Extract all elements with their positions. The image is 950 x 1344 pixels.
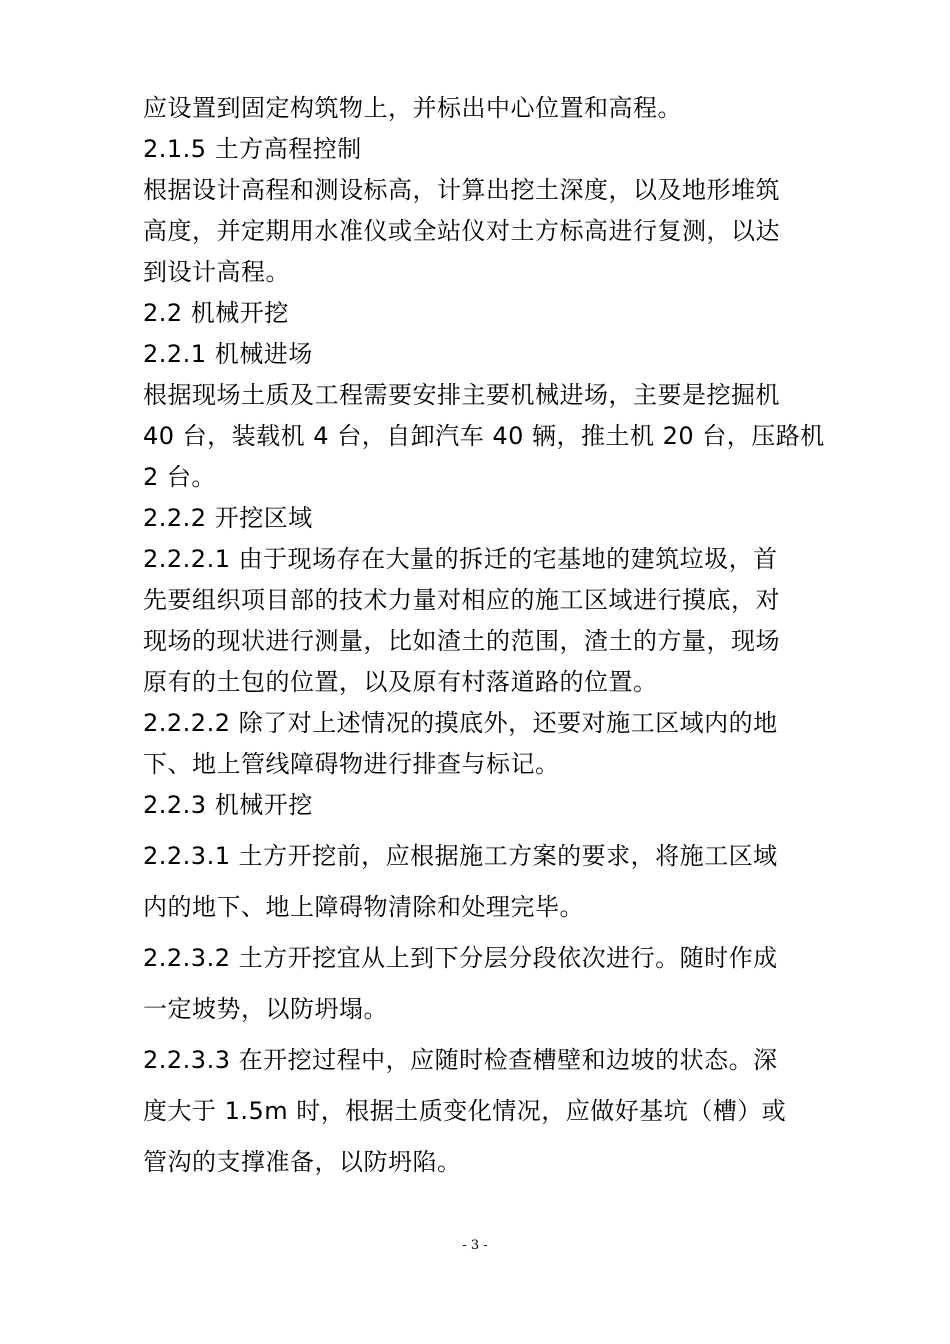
section-heading: 2.1.5 土方高程控制 <box>143 135 362 163</box>
text-line: 一定坡势，以防坍塌。 <box>143 995 388 1023</box>
page-number: - 3 - <box>462 1238 488 1253</box>
text-line: 先要组织项目部的技术力量对相应的施工区域进行摸底，对 <box>143 586 780 614</box>
text-line: 40 台，装载机 4 台，自卸汽车 40 辆，推土机 20 台，压路机 <box>143 422 825 450</box>
text-line: 到设计高程。 <box>143 258 290 286</box>
text-line: 下、地上管线障碍物进行排查与标记。 <box>143 750 560 778</box>
text-line: 2.2.3.2 土方开挖宜从上到下分层分段依次进行。随时作成 <box>143 944 778 972</box>
text-line: 现场的现状进行测量，比如渣土的范围，渣土的方量，现场 <box>143 627 780 655</box>
text-line: 管沟的支撑准备，以防坍陷。 <box>143 1148 462 1176</box>
section-heading: 2.2.1 机械进场 <box>143 340 313 368</box>
document-body <box>143 88 825 1183</box>
section-heading: 2.2.3 机械开挖 <box>143 791 313 819</box>
text-line: 2.2.2.1 由于现场存在大量的拆迁的宅基地的建筑垃圾，首 <box>143 545 778 573</box>
text-line: 2.2.2.2 除了对上述情况的摸底外，还要对施工区域内的地 <box>143 709 778 737</box>
text-line: 2 台。 <box>143 463 216 491</box>
text-line: 2.2.3.1 土方开挖前，应根据施工方案的要求，将施工区域 <box>143 842 778 870</box>
text-line: 应设置到固定构筑物上，并标出中心位置和高程。 <box>143 94 682 122</box>
text-line: 度大于 1.5m 时，根据土质变化情况，应做好基坑（槽）或 <box>143 1097 787 1125</box>
text-line: 原有的土包的位置，以及原有村落道路的位置。 <box>143 668 658 696</box>
text-line: 根据现场土质及工程需要安排主要机械进场，主要是挖掘机 <box>143 381 780 409</box>
section-heading: 2.2.2 开挖区域 <box>143 504 313 532</box>
text-line: 高度，并定期用水准仪或全站仪对土方标高进行复测，以达 <box>143 217 780 245</box>
text-line: 2.2.3.3 在开挖过程中，应随时检查槽壁和边坡的状态。深 <box>143 1046 778 1074</box>
text-line: 根据设计高程和测设标高，计算出挖土深度，以及地形堆筑 <box>143 176 780 204</box>
section-heading: 2.2 机械开挖 <box>143 299 289 327</box>
text-line: 内的地下、地上障碍物清除和处理完毕。 <box>143 893 584 921</box>
